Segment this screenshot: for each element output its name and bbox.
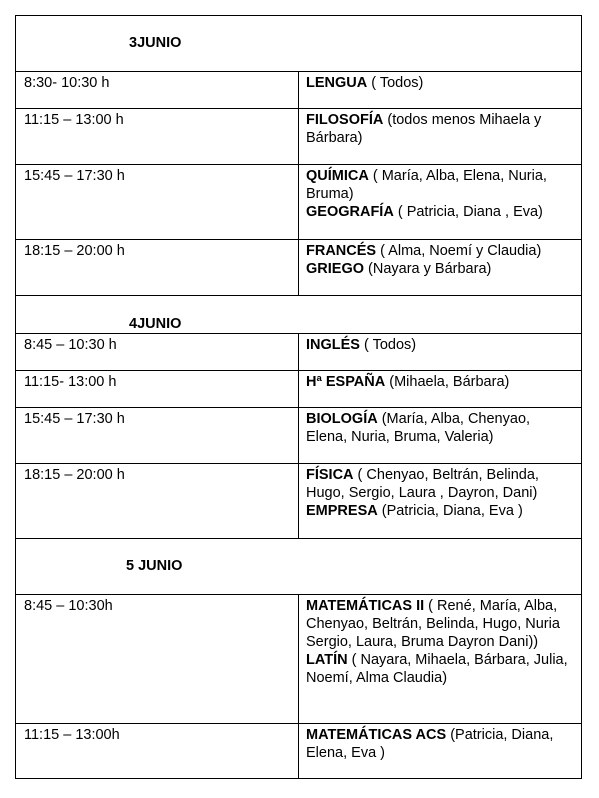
subject-cell <box>299 240 581 295</box>
day-header <box>15 15 582 71</box>
time-cell: 8:45 – 10:30h <box>16 595 299 723</box>
table-row <box>15 239 582 295</box>
subject-cell <box>299 72 581 108</box>
time-cell: 11:15- 13:00 h <box>16 371 299 407</box>
subject-name: LATÍN <box>306 652 348 668</box>
day-header <box>15 295 582 333</box>
subject-cell <box>299 724 581 778</box>
day-label: 3JUNIO <box>129 35 182 51</box>
table-row <box>15 108 582 164</box>
subject-cell <box>299 371 581 407</box>
subject-detail: ( Nayara, Mihaela, Bárbara, Julia, Noemí, Alma Claudia) <box>306 652 568 686</box>
subject-detail: ( René, María, Alba, Chenyao, Beltrán, Belinda, Hugo, Nuria Sergio, Laura, Bruma Dayron Dani)) <box>306 598 560 650</box>
day-label: 5 JUNIO <box>126 558 183 574</box>
subject-detail: (Patricia, Diana, Elena, Eva ) <box>306 727 554 761</box>
table-row <box>15 164 582 239</box>
subject-detail: ( Todos) <box>359 337 417 353</box>
table-row <box>15 333 582 370</box>
subject-cell <box>299 334 581 370</box>
time-cell: 15:45 – 17:30 h <box>16 408 299 463</box>
day-label: 4JUNIO <box>129 316 182 332</box>
time-cell: 18:15 – 20:00 h <box>16 240 299 295</box>
table-row <box>15 594 582 723</box>
subject-cell <box>299 464 581 538</box>
time-cell: 11:15 – 13:00h <box>16 724 299 778</box>
time-cell: 18:15 – 20:00 h <box>16 464 299 538</box>
subject-name: BIOLOGÍA <box>306 411 378 427</box>
subject-name: QUÍMICA <box>306 168 369 184</box>
subject-name: GEOGRAFÍA <box>306 204 394 220</box>
subject-cell <box>299 109 581 164</box>
exam-schedule-table <box>15 15 582 779</box>
subject-name: FÍSICA <box>306 467 354 483</box>
subject-detail: ( Todos) <box>367 75 424 91</box>
subject-cell <box>299 408 581 463</box>
subject-detail: ( Chenyao, Beltrán, Belinda, Hugo, Sergio, Laura , Dayron, Dani) <box>306 467 539 501</box>
subject-cell <box>299 595 581 723</box>
subject-name: Hª ESPAÑA <box>306 374 386 390</box>
subject-detail: ( Alma, Noemí y Claudia) <box>376 243 542 259</box>
subject-name: FRANCÉS <box>306 243 377 259</box>
time-cell: 8:30- 10:30 h <box>16 72 299 108</box>
subject-detail: (María, Alba, Chenyao, Elena, Nuria, Bruma, Valeria) <box>306 411 531 445</box>
table-row <box>15 463 582 538</box>
subject-name: INGLÉS <box>306 337 360 353</box>
time-cell: 8:45 – 10:30 h <box>16 334 299 370</box>
subject-detail: ( María, Alba, Elena, Nuria, Bruma) <box>306 168 547 202</box>
subject-name: EMPRESA <box>306 503 378 519</box>
subject-detail: (Mihaela, Bárbara) <box>385 374 510 390</box>
table-row <box>15 723 582 779</box>
day-header <box>15 538 582 594</box>
subject-name: MATEMÁTICAS II <box>306 598 425 614</box>
time-cell: 15:45 – 17:30 h <box>16 165 299 239</box>
subject-cell <box>299 165 581 239</box>
subject-name: GRIEGO <box>306 261 365 277</box>
subject-detail: (Patricia, Diana, Eva ) <box>377 503 523 519</box>
time-cell: 11:15 – 13:00 h <box>16 109 299 164</box>
subject-name: LENGUA <box>306 75 368 91</box>
subject-name: FILOSOFÍA <box>306 112 384 128</box>
subject-detail: ( Patricia, Diana , Eva) <box>393 204 543 220</box>
subject-name: MATEMÁTICAS ACS <box>306 727 447 743</box>
table-row <box>15 407 582 463</box>
subject-detail: (todos menos Mihaela y Bárbara) <box>306 112 542 146</box>
table-row <box>15 71 582 108</box>
subject-detail: (Nayara y Bárbara) <box>364 261 492 277</box>
table-row <box>15 370 582 407</box>
